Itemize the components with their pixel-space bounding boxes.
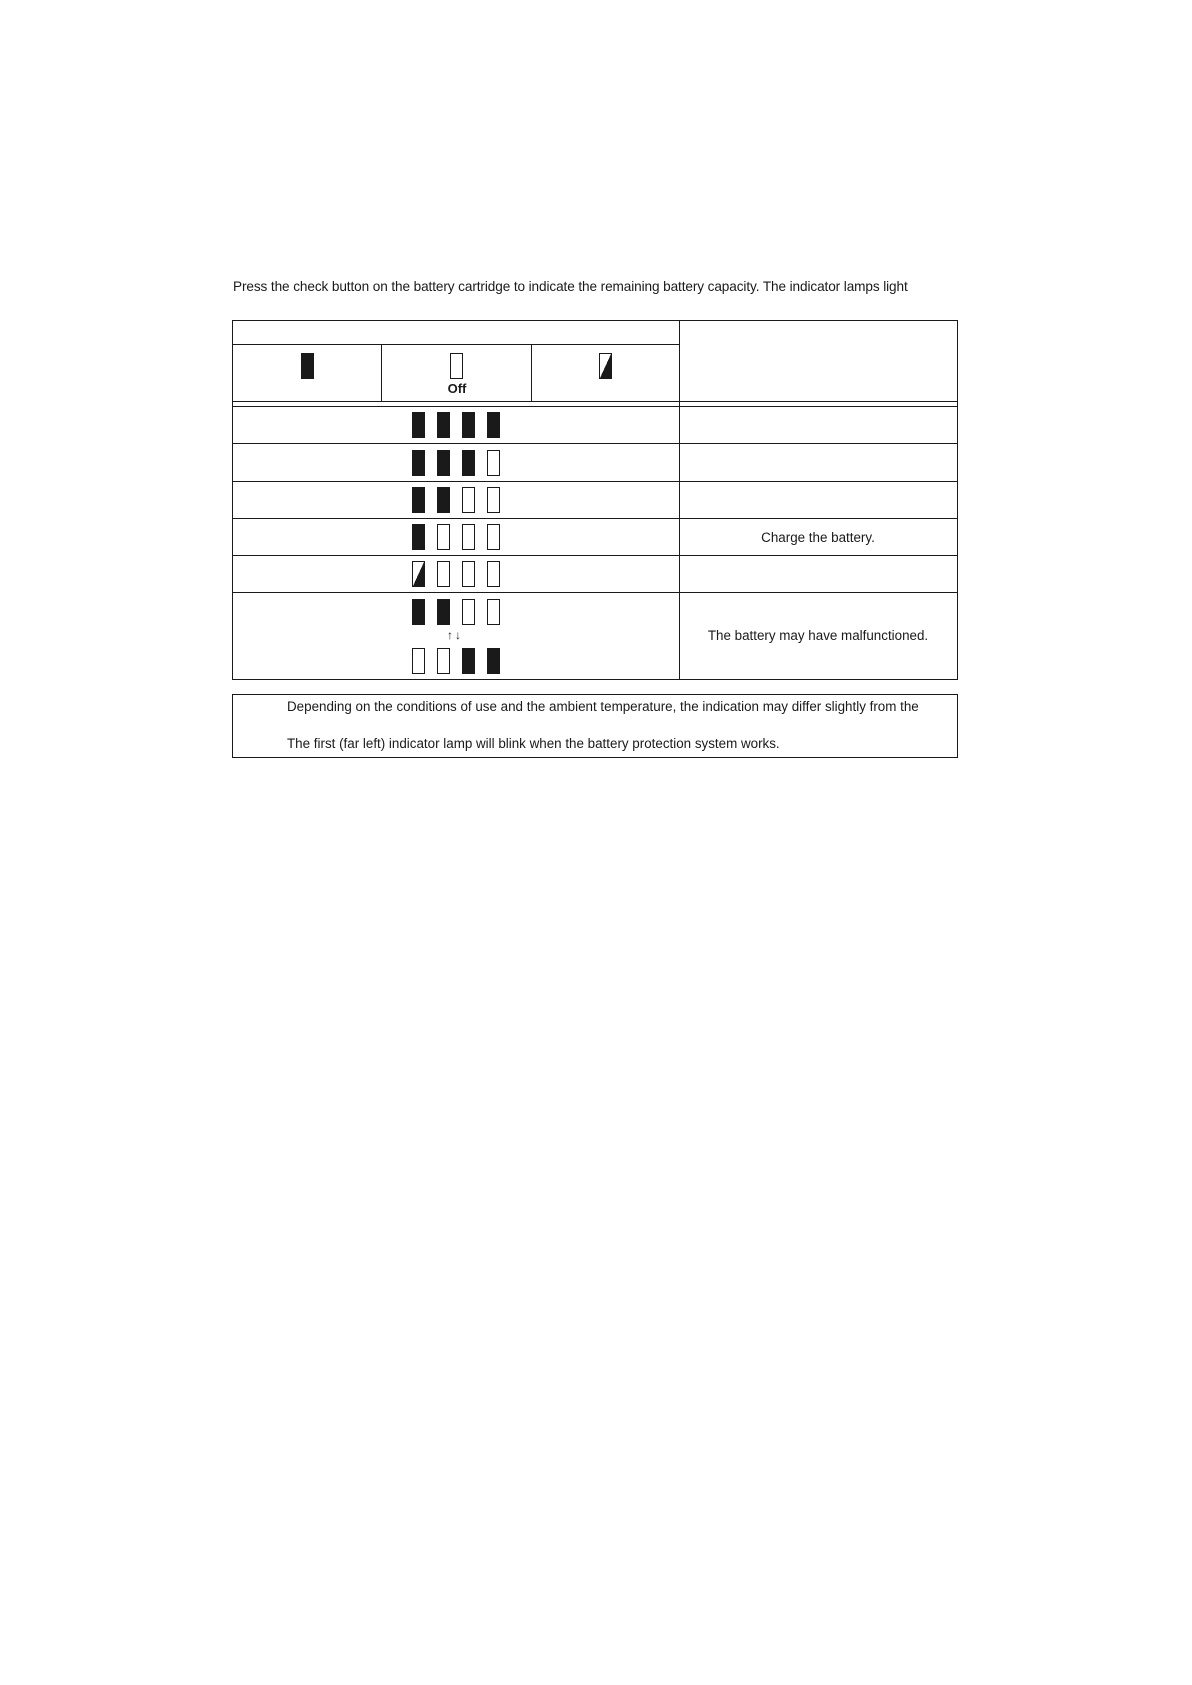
indicator-lamp-icon — [437, 561, 450, 587]
note-box — [232, 694, 958, 758]
row-rule — [233, 555, 957, 556]
note-line-2: The first (far left) indicator lamp will blink when the battery protection system works. — [287, 736, 780, 751]
legend-off-label: Off — [447, 381, 467, 396]
indicator-lamp-icon — [462, 599, 475, 625]
indicator-lamp-icon — [462, 450, 475, 476]
header-rule — [233, 344, 679, 345]
indicator-lamp-icon — [412, 561, 425, 587]
indicator-lamp-icon — [487, 561, 500, 587]
legend-blinking-lamp-icon — [599, 353, 612, 379]
legend-divider — [531, 344, 532, 401]
header-bottom-rule-1 — [233, 401, 957, 402]
indicator-lamp-icon — [487, 648, 500, 674]
row-rule — [233, 518, 957, 519]
indicator-lamp-icon — [437, 487, 450, 513]
indicator-lamp-icon — [487, 450, 500, 476]
indicator-lamp-icon — [462, 412, 475, 438]
header-bottom-rule-2 — [233, 406, 957, 407]
indicator-lamp-icon — [437, 599, 450, 625]
indicator-lamp-icon — [462, 487, 475, 513]
note-line-1: Depending on the conditions of use and the ambient temperature, the indication may differ slightly from the — [287, 699, 919, 714]
remark-charge: Charge the battery. — [761, 530, 875, 545]
legend-off-lamp-icon — [450, 353, 463, 379]
legend-divider — [381, 344, 382, 401]
row-rule — [233, 592, 957, 593]
intro-text: Press the check button on the battery cartridge to indicate the remaining battery capacity. The indicator lamps light — [233, 279, 908, 294]
indicator-lamp-icon — [412, 599, 425, 625]
indicator-lamp-icon — [487, 412, 500, 438]
indicator-lamp-icon — [412, 648, 425, 674]
indicator-lamp-icon — [412, 412, 425, 438]
legend-lit-lamp-icon — [301, 353, 314, 379]
indicator-lamp-icon — [437, 412, 450, 438]
indicator-lamp-icon — [462, 524, 475, 550]
indicator-lamp-icon — [462, 561, 475, 587]
indicator-lamp-icon — [437, 524, 450, 550]
indicator-lamp-icon — [437, 648, 450, 674]
alternating-arrows-icon: ↑↓ — [447, 628, 463, 642]
indicator-lamp-icon — [412, 524, 425, 550]
column-divider — [679, 321, 680, 679]
indicator-lamp-icon — [437, 450, 450, 476]
indicator-lamp-icon — [487, 487, 500, 513]
indicator-lamp-icon — [462, 648, 475, 674]
row-rule — [233, 443, 957, 444]
indicator-lamp-icon — [412, 450, 425, 476]
row-rule — [233, 481, 957, 482]
remark-malfunction: The battery may have malfunctioned. — [707, 628, 929, 643]
indicator-lamp-icon — [487, 599, 500, 625]
indicator-lamp-icon — [412, 487, 425, 513]
indicator-lamp-icon — [487, 524, 500, 550]
battery-indicator-table — [232, 320, 958, 680]
